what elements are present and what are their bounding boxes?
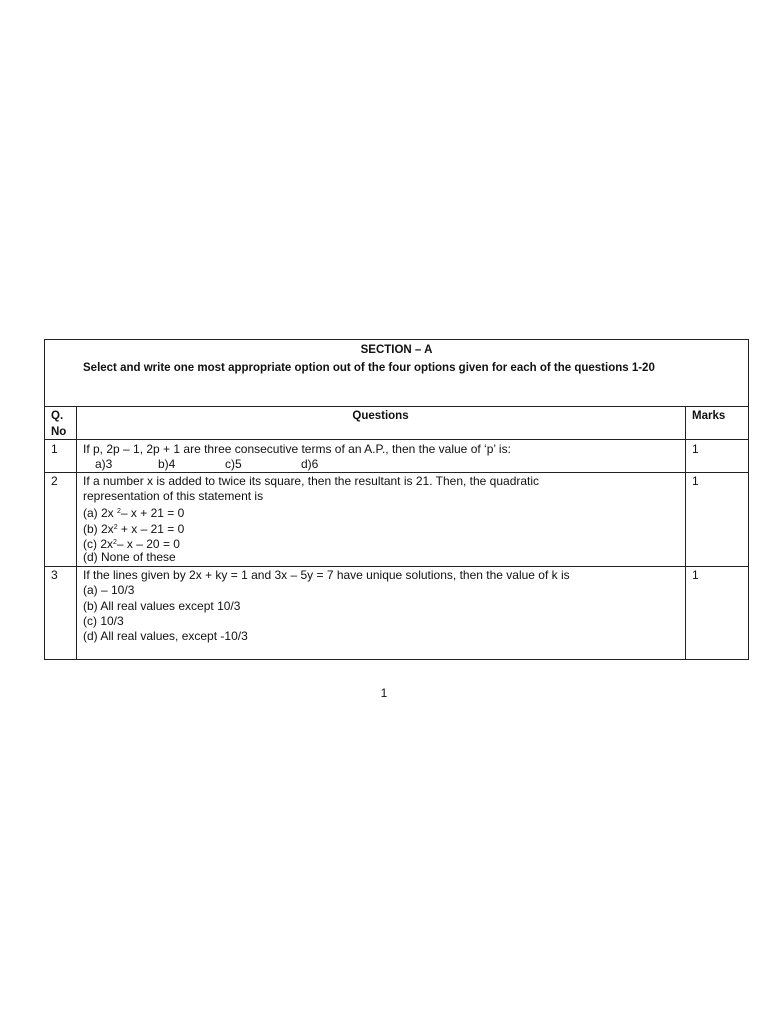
q1-option-c: c)5 [225, 457, 242, 471]
page-number: 1 [380, 686, 388, 700]
column-divider [76, 407, 77, 659]
q2-number: 2 [51, 474, 58, 488]
q1-options [83, 457, 683, 473]
q3-option-b: (b) All real values except 10/3 [83, 599, 241, 613]
q3-marks: 1 [692, 568, 699, 582]
section-instruction: Select and write one most appropriate option out of the four options given for each of the questions 1-20 [83, 362, 655, 374]
q3-option-d: (d) All real values, except -10/3 [83, 629, 248, 643]
q2-option-b: (b) $2x^2 + x - 21 = 0$ [83, 522, 185, 536]
column-divider [685, 407, 686, 659]
row-divider [45, 566, 748, 567]
header-marks: Marks [692, 410, 726, 422]
q2-marks: 1 [692, 474, 699, 488]
q1-option-a: a)3 [95, 457, 113, 471]
q2-text-line2: representation of this statement is [83, 489, 264, 503]
q1-marks: 1 [692, 442, 699, 456]
q1-option-d: d)6 [301, 457, 319, 471]
q3-option-a: (a) – 10/3 [83, 583, 135, 597]
q2-text-line1: If a number x is added to twice its square, then the resultant is 21. Then, the quadratic [83, 474, 540, 488]
q1-text: If p, 2p – 1, 2p + 1 are three consecutive terms of an A.P., then the value of ‘p’ is: [83, 442, 511, 456]
header-qno: Q. No [51, 410, 67, 438]
q3-text: If the lines given by 2x + ky = 1 and 3x – 5y = 7 have unique solutions, then the value of k is [83, 568, 570, 582]
q3-option-c: (c) 10/3 [83, 614, 124, 628]
q3-number: 3 [51, 568, 58, 582]
q2-option-d: (d) None of these [83, 550, 176, 564]
question-table [44, 339, 749, 660]
q1-option-b: b)4 [158, 457, 176, 471]
q2-option-c: (c) $2x^2-$ x – 20 = 0 [83, 537, 180, 551]
row-divider [45, 439, 748, 440]
q1-number: 1 [51, 442, 58, 456]
header-questions: Questions [352, 410, 409, 422]
section-title: SECTION – A [360, 344, 433, 356]
q2-option-a: (a) 2x $^2$– x + 21 = 0 [83, 506, 185, 520]
section-header [45, 340, 748, 407]
